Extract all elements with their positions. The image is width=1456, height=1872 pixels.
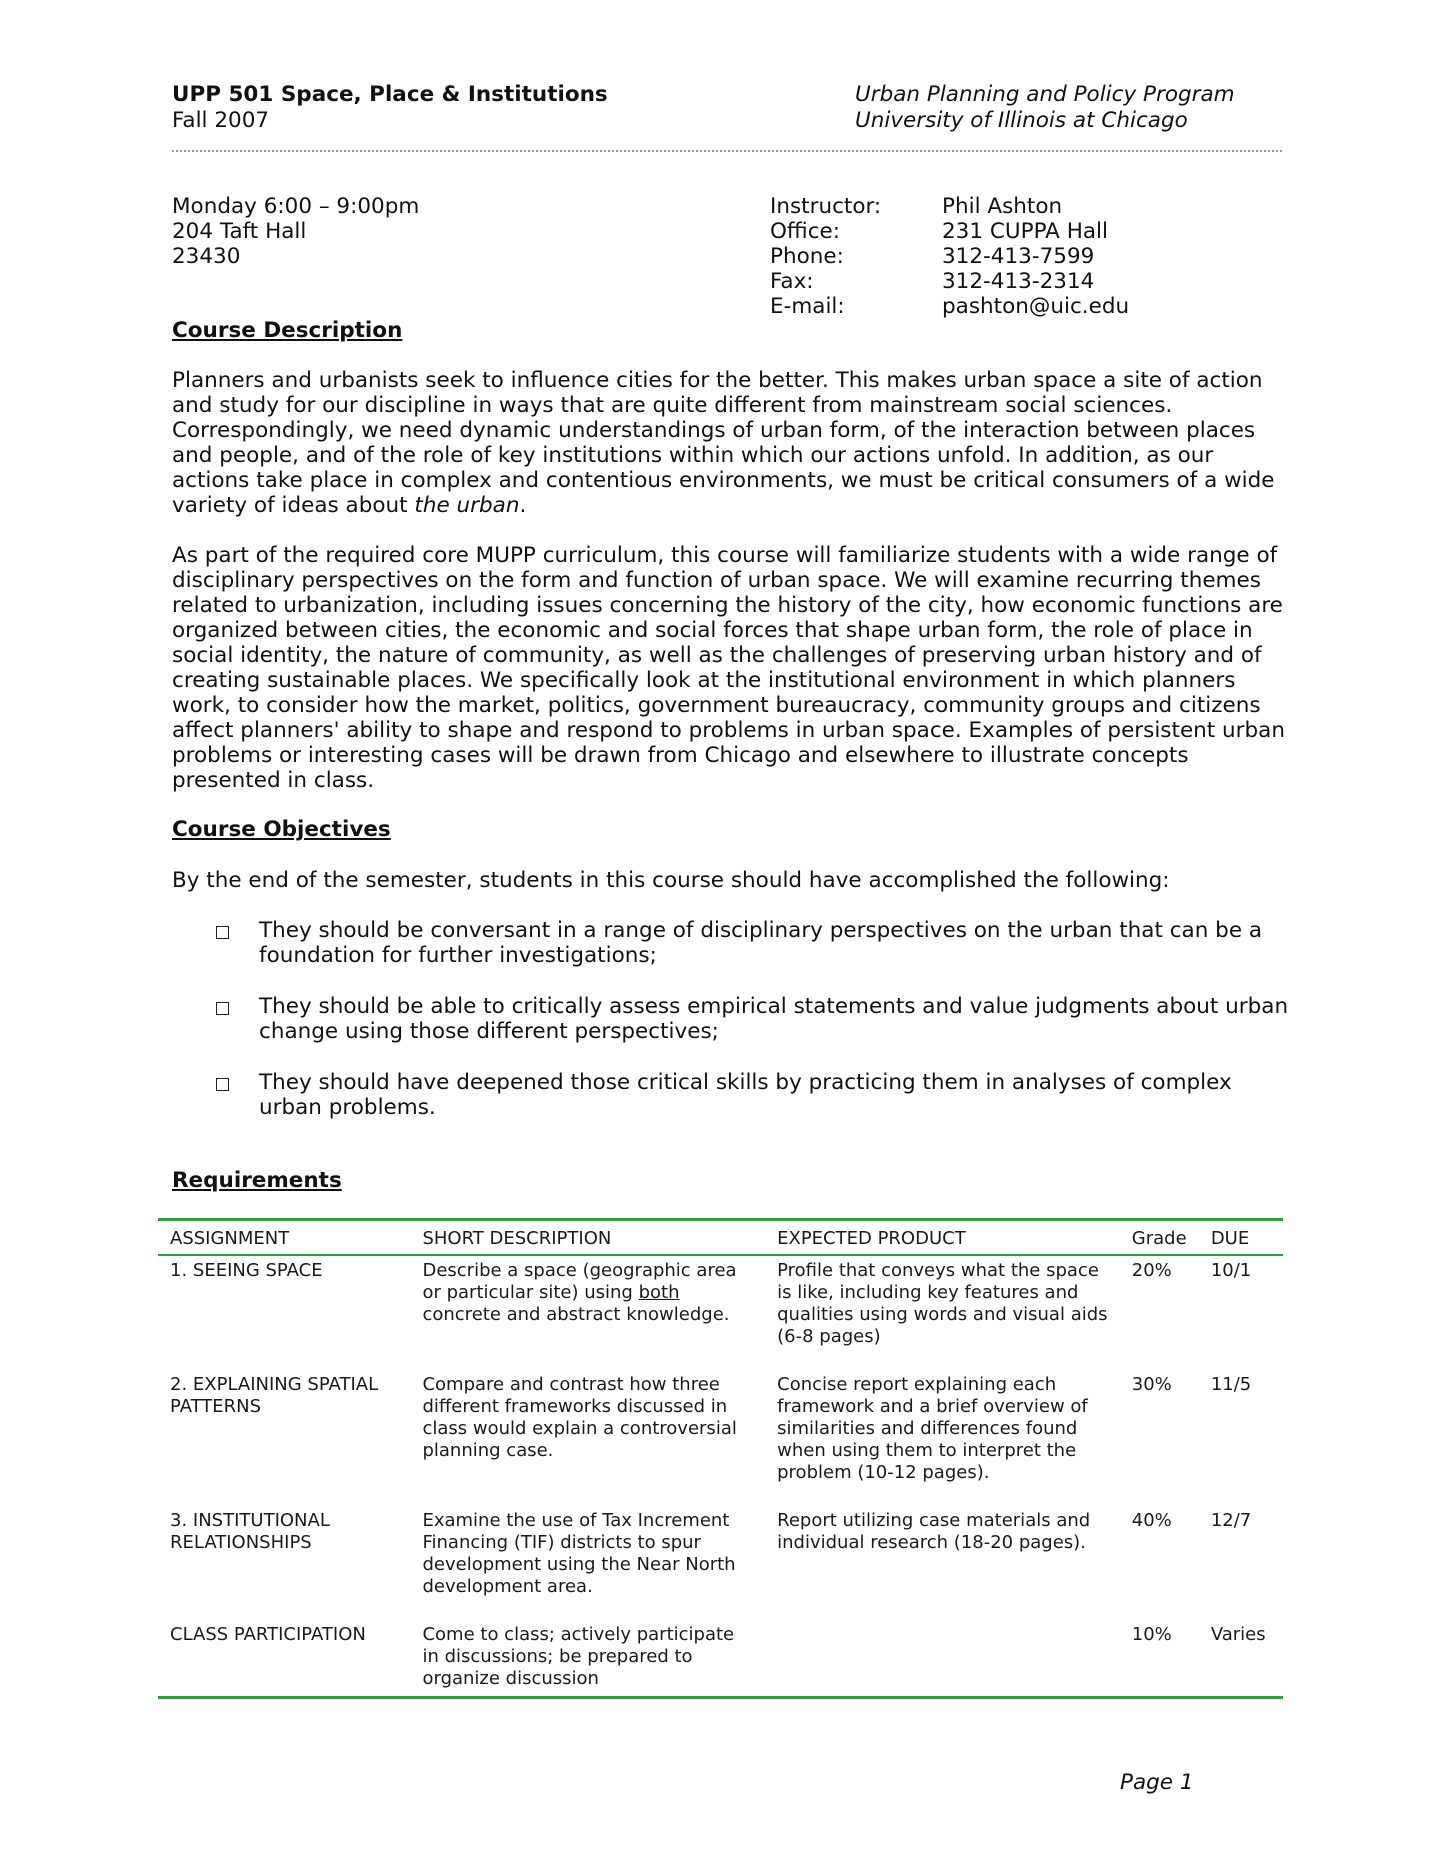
course-objectives-heading: Course Objectives	[172, 817, 391, 842]
cell-assignment: 1. SEEING SPACE	[170, 1260, 323, 1281]
cell-assignment: CLASS PARTICIPATION	[158, 1620, 410, 1698]
university-name: University of Illinois at Chicago	[855, 108, 1188, 133]
cell-description	[410, 1255, 765, 1370]
desc-text: Describe a space (geographic area or particular site) using	[422, 1260, 737, 1303]
header-divider	[172, 150, 1282, 152]
instructor-contacts	[770, 194, 1129, 319]
requirements-heading: Requirements	[172, 1168, 342, 1193]
checkbox-bullet-icon	[216, 1078, 229, 1091]
desc-text: Examine the use of Tax Increment Financing (TIF) districts to spur development using the Near North development area.	[422, 1510, 736, 1597]
desc-text: Compare and contrast how three different frameworks discussed in class would explain a controversial planning case.	[422, 1374, 737, 1461]
cell-grade: 30%	[1131, 1374, 1172, 1395]
table-header-row	[158, 1220, 1283, 1256]
contact-row	[770, 244, 1129, 269]
class-room: 204 Taft Hall	[172, 219, 307, 244]
table-row	[158, 1506, 1283, 1620]
class-meta	[172, 194, 419, 269]
contact-label: Phone:	[770, 244, 844, 269]
cell-due: 11/5	[1210, 1374, 1252, 1395]
cell-description	[410, 1506, 765, 1620]
cell-due: 12/7	[1210, 1510, 1252, 1531]
para-text-end: .	[519, 493, 527, 518]
cell-assignment: 2. EXPLAINING SPATIAL PATTERNS	[170, 1374, 379, 1417]
course-description-para-1	[172, 368, 1292, 518]
objective-text: They should be able to critically assess empirical statements and value judgments about urban change using those different perspectives;	[259, 994, 1289, 1044]
contact-row	[770, 219, 1129, 244]
course-description-para-2: As part of the required core MUPP curriculum, this course will familiarize students with a wide range of disciplinary perspectives on the form and function of urban space. We will examine recurring themes related to urbanization, including issues concerning the history of the city, how economic functions are organized between cities, the economic and social forces that shape urban form, the role of place in social identity, the nature of community, as well as the challenges of preserving urban history and of creating sustainable places. We specifically look at the institutional environment in which planners work, to consider how the market, politics, government bureaucracy, community groups and citizens affect planners' ability to shape and respond to problems in urban space. Examples of persistent urban problems or interesting cases will be drawn from Chicago and elsewhere to illustrate concepts presented in class.	[172, 543, 1285, 793]
desc-text: Come to class; actively participate in discussions; be prepared to organize discussion	[422, 1624, 735, 1689]
column-header-assignment: ASSIGNMENT	[158, 1220, 410, 1256]
cell-grade: 10%	[1120, 1620, 1199, 1698]
contact-row	[770, 294, 1129, 319]
cell-assignment: 3. INSTITUTIONAL RELATIONSHIPS	[170, 1510, 330, 1553]
cell-product: Profile that conveys what the space is like, including key features and qualities using words and visual aids (6-8 pages)	[777, 1260, 1108, 1347]
table-row	[158, 1370, 1283, 1506]
para-emphasis: the urban	[414, 493, 520, 518]
para-text: Planners and urbanists seek to influence cities for the better. This makes urban space a site of action and study for our discipline in ways that are quite different from mainstream social sciences. Correspondingly, we need dynamic understandings of urban form, of the interaction between places and people, and of the role of key institutions within which our actions unfold. In addition, as our actions take place in complex and contentious environments, we must be critical consumers of a wide variety of ideas about	[172, 368, 1275, 518]
table-row	[158, 1620, 1283, 1698]
contact-label: Instructor:	[770, 194, 882, 219]
cell-product: Concise report explaining each framework and a brief overview of similarities and differences found when using them to interpret the problem (10-12 pages).	[777, 1374, 1088, 1483]
cell-product: Report utilizing case materials and individual research (18-20 pages).	[777, 1510, 1091, 1553]
contact-row	[770, 194, 1129, 219]
list-item	[172, 918, 1292, 968]
desc-underlined: both	[638, 1282, 680, 1303]
desc-text-end: concrete and abstract knowledge.	[422, 1304, 730, 1325]
cell-description	[410, 1370, 765, 1506]
column-header-product: EXPECTED PRODUCT	[765, 1220, 1120, 1256]
contact-row	[770, 269, 1129, 294]
contact-label: Office:	[770, 219, 841, 244]
program-name: Urban Planning and Policy Program	[855, 82, 1235, 107]
objectives-list	[172, 918, 1292, 1146]
contact-value: pashton@uic.edu	[942, 294, 1130, 319]
objective-text: They should be conversant in a range of disciplinary perspectives on the urban that can be a foundation for further investigations;	[259, 918, 1263, 968]
cell-due: Varies	[1199, 1620, 1283, 1698]
contact-value: Phil Ashton	[942, 194, 1063, 219]
checkbox-bullet-icon	[216, 1002, 229, 1015]
contact-label: Fax:	[770, 269, 814, 294]
objective-text: They should have deepened those critical skills by practicing them in analyses of complex urban problems.	[259, 1070, 1232, 1120]
list-item	[172, 994, 1292, 1044]
column-header-description: SHORT DESCRIPTION	[410, 1220, 765, 1256]
course-header	[172, 82, 608, 134]
page-number: Page 1	[1120, 1770, 1194, 1795]
contact-value: 312-413-7599	[942, 244, 1095, 269]
class-crn: 23430	[172, 244, 241, 269]
contact-value: 312-413-2314	[942, 269, 1095, 294]
column-header-grade: Grade	[1120, 1220, 1199, 1256]
cell-grade: 40%	[1131, 1510, 1172, 1531]
course-description-heading: Course Description	[172, 318, 403, 343]
class-schedule: Monday 6:00 – 9:00pm	[172, 194, 420, 219]
cell-grade: 20%	[1131, 1260, 1172, 1281]
requirements-table	[158, 1218, 1283, 1699]
course-term: Fall 2007	[172, 108, 270, 133]
cell-due: 10/1	[1210, 1260, 1252, 1281]
cell-product	[765, 1620, 1120, 1698]
cell-description	[410, 1620, 765, 1698]
contact-label: E-mail:	[770, 294, 845, 319]
list-item	[172, 1070, 1292, 1120]
column-header-due: DUE	[1199, 1220, 1283, 1256]
institution-header	[855, 82, 1235, 134]
checkbox-bullet-icon	[216, 926, 229, 939]
objectives-intro: By the end of the semester, students in this course should have accomplished the following:	[172, 868, 1170, 893]
contact-value: 231 CUPPA Hall	[942, 219, 1109, 244]
course-title: UPP 501 Space, Place & Institutions	[172, 82, 608, 107]
table-row	[158, 1255, 1283, 1370]
